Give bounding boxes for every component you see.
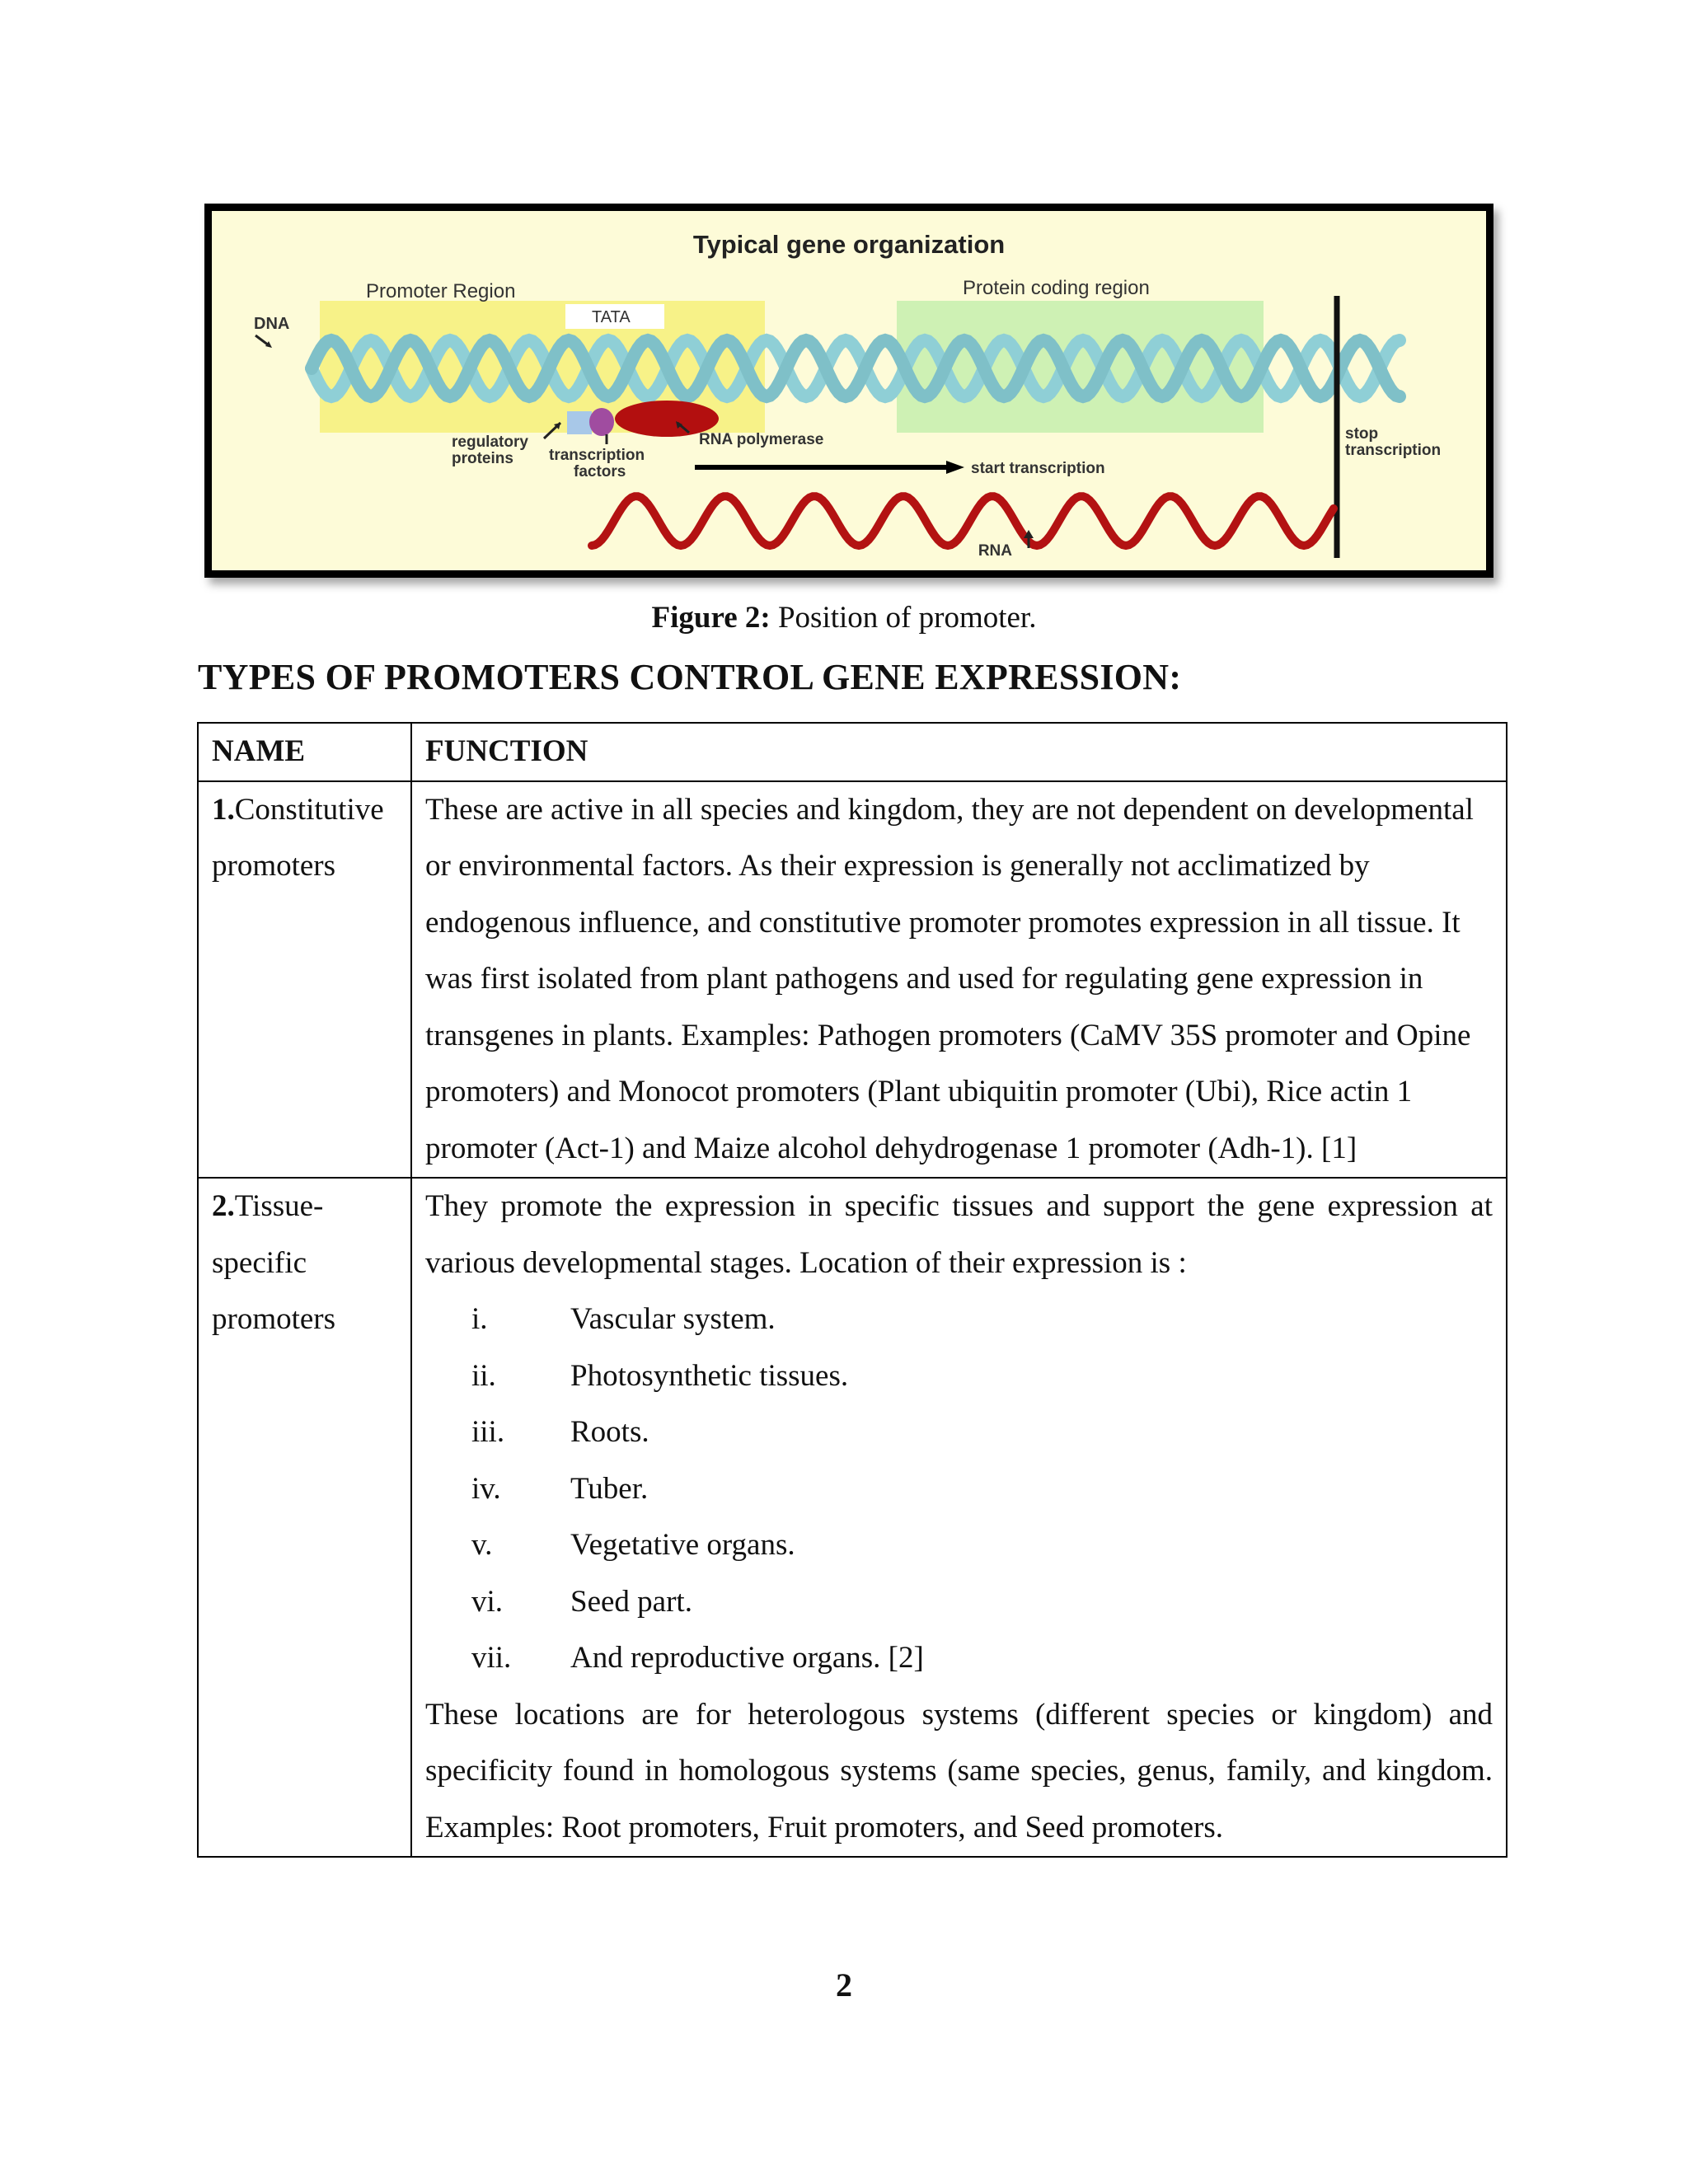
row-name-line: promoters (212, 849, 336, 883)
transcription-factor-shape (589, 408, 614, 436)
table-header-row (198, 723, 1507, 781)
gene-organization-figure (204, 204, 1493, 578)
stop-transcription-label-2: transcription (1345, 442, 1442, 459)
list-item-text: Tuber. (570, 1471, 649, 1506)
list-item (425, 1291, 1493, 1348)
list-item-number: i. (471, 1302, 488, 1336)
page-number: 2 (836, 1966, 852, 2004)
row-number: 1. (212, 792, 235, 827)
list-item (425, 1404, 1493, 1461)
promoter-region-label: Promoter Region (366, 280, 516, 302)
figure-caption-text: Position of promoter. (770, 601, 1037, 635)
row-name-cell (198, 1178, 411, 1857)
list-item-number: v. (471, 1528, 493, 1562)
figure-caption (0, 600, 1688, 636)
function-intro: They promote the expression in specific tissues and support the gene expression at various developmental stages. Location of their expression is : (425, 1189, 1493, 1280)
header-function: FUNCTION (411, 723, 1507, 781)
list-item-text: Roots. (570, 1415, 649, 1449)
table-row (198, 781, 1507, 1179)
dna-label: DNA (254, 315, 290, 333)
list-item (425, 1630, 1493, 1687)
row-number: 2. (212, 1189, 235, 1223)
list-item-text: And reproductive organs. [2] (570, 1641, 924, 1675)
list-item-number: iv. (471, 1471, 501, 1506)
row-name-cell (198, 781, 411, 1179)
promoter-types-table (197, 722, 1507, 1858)
row-name-line (212, 1179, 397, 1235)
row-name-line: promoters (212, 1302, 336, 1336)
row-name-text: Constitutive (234, 792, 384, 827)
list-item-number: ii. (471, 1358, 496, 1393)
figure-title: Typical gene organization (692, 230, 1006, 259)
transcription-factors-label-2: factors (574, 463, 626, 480)
row-name-line (212, 782, 397, 839)
list-item (425, 1461, 1493, 1518)
list-item-text: Seed part. (570, 1584, 692, 1619)
list-item-number: vii. (471, 1641, 512, 1675)
rna-label: RNA (978, 542, 1012, 560)
regulatory-proteins-label-2: proteins (452, 450, 513, 467)
tata-label: TATA (592, 308, 631, 326)
section-heading: TYPES OF PROMOTERS CONTROL GENE EXPRESSION: (198, 657, 1182, 697)
row-function-cell: These are active in all species and kingdom, they are not dependent on developmental or environmental factors. As their expression is generally not acclimatized by endogenous influence, and constitutive promoter promotes expression in all tissue. It was first isolated from plant pathogens and used for regulating gene expression in transgenes in plants. Examples: Pathogen promoters (CaMV 35S promoter and Opine promoters) and Monocot promoters (Plant ubiquitin promoter (Ubi), Rice actin 1 promoter (Act-1) and Maize alcohol dehydrogenase 1 promoter (Adh-1). [1] (411, 781, 1507, 1179)
protein-coding-region-label: Protein coding region (963, 277, 1150, 299)
list-item-text: Vegetative organs. (570, 1528, 795, 1562)
start-transcription-label: start transcription (971, 460, 1105, 477)
stop-transcription-label-1: stop (1345, 425, 1379, 443)
list-item (425, 1574, 1493, 1631)
list-item-number: iii. (471, 1415, 505, 1449)
regulatory-proteins-label-1: regulatory (452, 434, 528, 451)
list-item-text: Photosynthetic tissues. (570, 1358, 849, 1393)
row-name-text: Tissue- (234, 1189, 324, 1223)
list-item (425, 1348, 1493, 1405)
row-name-line: specific (212, 1245, 307, 1280)
figure-caption-label: Figure 2: (651, 601, 771, 635)
table-row (198, 1178, 1507, 1857)
rna-polymerase-label: RNA polymerase (699, 431, 824, 448)
function-outro: These locations are for heterologous systems (different species or kingdom) and specificity found in homologous systems (same species, genus, family, and kingdom. Examples: Root promoters, Fruit promoters, and Seed promoters. (425, 1697, 1493, 1844)
transcription-factors-label-1: transcription (549, 447, 645, 464)
list-item (425, 1517, 1493, 1574)
location-list (425, 1291, 1493, 1687)
row-function-cell (411, 1178, 1507, 1857)
regulatory-protein-shape (567, 411, 592, 434)
list-item-text: Vascular system. (570, 1302, 776, 1336)
list-item-number: vi. (471, 1584, 504, 1619)
header-name: NAME (198, 723, 411, 781)
